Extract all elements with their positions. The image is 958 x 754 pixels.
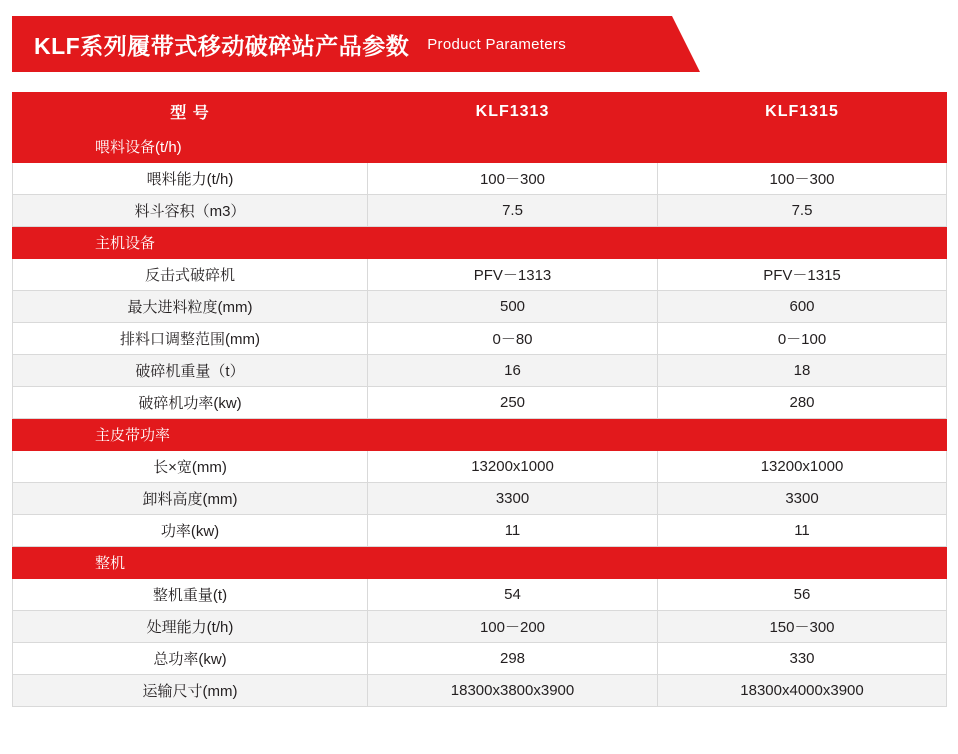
table-section-row [13,227,947,259]
table-section-row [13,419,947,451]
table-cell-klf1313: 54 [368,579,658,611]
table-row [13,323,947,355]
table-row [13,451,947,483]
table-cell-klf1315: 0－100 [658,323,947,355]
table-cell-klf1315: 18 [658,355,947,387]
table-row-label: 长×宽(mm) [13,451,368,483]
table-section-row [13,131,947,163]
table-cell-klf1315: 150－300 [658,611,947,643]
table-row [13,611,947,643]
table-cell-klf1315: 600 [658,291,947,323]
table-row-label: 功率(kw) [13,515,368,547]
table-row [13,291,947,323]
table-row-label: 最大进料粒度(mm) [13,291,368,323]
table-row-label: 整机重量(t) [13,579,368,611]
table-cell-klf1313: 16 [368,355,658,387]
table-row [13,259,947,291]
table-cell-klf1313: 11 [368,515,658,547]
table-section-label: 喂料设备(t/h) [13,131,947,163]
table-row-label: 破碎机重量（t） [13,355,368,387]
table-row [13,675,947,707]
table-cell-klf1315: 18300x4000x3900 [658,675,947,707]
spec-sheet-page [0,16,958,754]
table-row [13,163,947,195]
table-row-label: 运输尺寸(mm) [13,675,368,707]
table-row-label: 处理能力(t/h) [13,611,368,643]
spec-table-wrapper [12,92,946,707]
table-cell-klf1315: 280 [658,387,947,419]
table-section-label: 主皮带功率 [13,419,947,451]
table-header-cell-0: 型 号 [13,93,368,131]
spec-table [12,92,947,707]
table-row-label: 总功率(kw) [13,643,368,675]
table-row-label: 卸料高度(mm) [13,483,368,515]
table-row [13,355,947,387]
table-cell-klf1313: 298 [368,643,658,675]
table-header-cell-2: KLF1315 [658,93,947,131]
table-row [13,195,947,227]
table-cell-klf1313: 250 [368,387,658,419]
table-row [13,515,947,547]
table-cell-klf1315: 56 [658,579,947,611]
table-row [13,643,947,675]
table-row [13,579,947,611]
table-section-label: 主机设备 [13,227,947,259]
table-row [13,483,947,515]
table-header-cell-1: KLF1313 [368,93,658,131]
page-title: KLF系列履带式移动破碎站产品参数 [34,32,410,59]
table-row-label: 排料口调整范围(mm) [13,323,368,355]
table-row-label: 喂料能力(t/h) [13,163,368,195]
table-cell-klf1315: 100－300 [658,163,947,195]
table-header-row [13,93,947,131]
page-subtitle: Product Parameters [427,35,567,53]
table-cell-klf1315: 11 [658,515,947,547]
table-cell-klf1313: 7.5 [368,195,658,227]
table-section-label: 整机 [13,547,947,579]
table-row-label: 料斗容积（m3） [13,195,368,227]
table-cell-klf1315: 330 [658,643,947,675]
table-row-label: 破碎机功率(kw) [13,387,368,419]
table-cell-klf1315: 7.5 [658,195,947,227]
page-header-banner [12,16,672,72]
table-cell-klf1313: PFV－1313 [368,259,658,291]
table-section-row [13,547,947,579]
table-row-label: 反击式破碎机 [13,259,368,291]
table-cell-klf1313: 18300x3800x3900 [368,675,658,707]
table-cell-klf1313: 0－80 [368,323,658,355]
table-cell-klf1313: 100－200 [368,611,658,643]
table-cell-klf1313: 3300 [368,483,658,515]
table-cell-klf1315: 3300 [658,483,947,515]
table-cell-klf1315: 13200x1000 [658,451,947,483]
table-row [13,387,947,419]
table-cell-klf1313: 500 [368,291,658,323]
table-cell-klf1315: PFV－1315 [658,259,947,291]
table-cell-klf1313: 100－300 [368,163,658,195]
table-cell-klf1313: 13200x1000 [368,451,658,483]
